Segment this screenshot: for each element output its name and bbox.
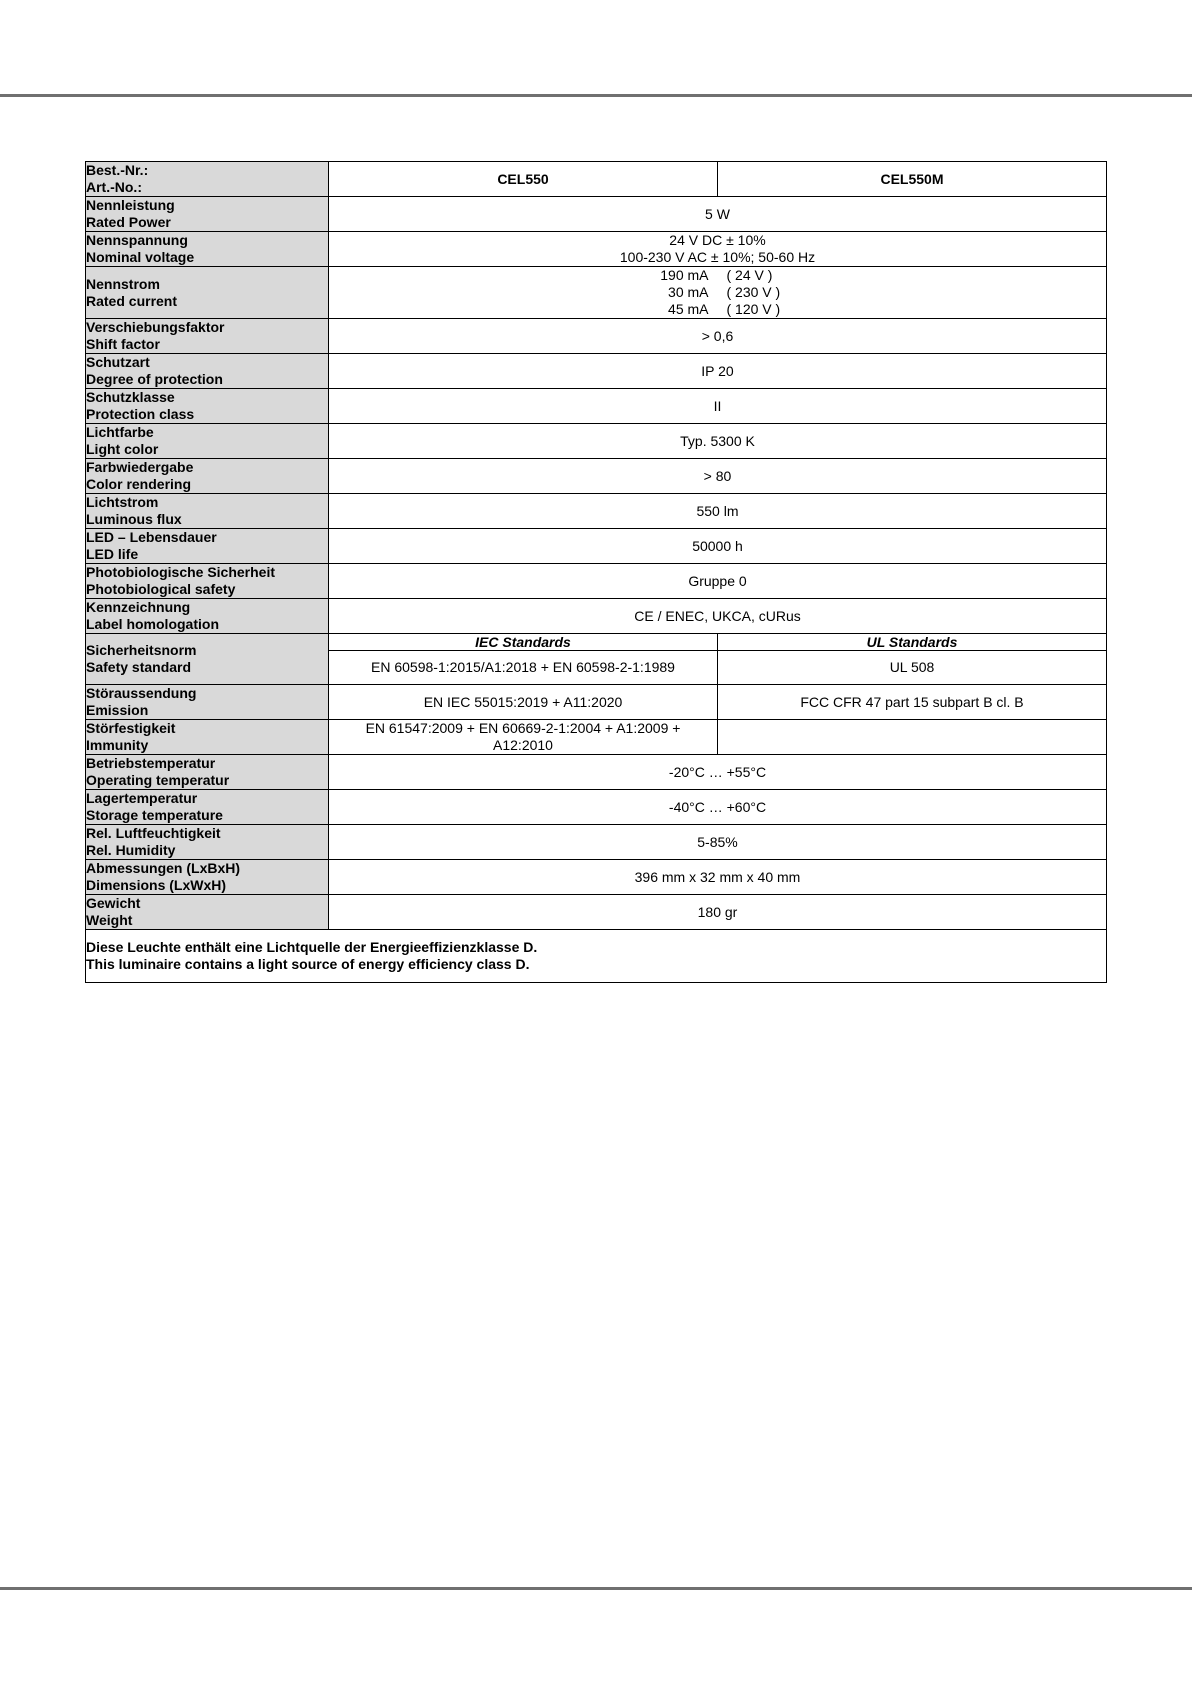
label-de: Nennspannung bbox=[86, 232, 188, 248]
label-en: Weight bbox=[86, 912, 133, 928]
row-label bbox=[86, 895, 329, 930]
row-label bbox=[86, 825, 329, 860]
current-line bbox=[329, 267, 1106, 284]
row-label bbox=[86, 634, 329, 685]
row-label bbox=[86, 459, 329, 494]
label-de: Störfestigkeit bbox=[86, 720, 176, 736]
label-en: Color rendering bbox=[86, 476, 192, 492]
table-row-op-temp bbox=[86, 755, 1107, 790]
table-row-immunity bbox=[86, 720, 1107, 755]
table-row-power bbox=[86, 197, 1107, 232]
current-ma: 45 mA bbox=[668, 301, 709, 317]
label-de: Betriebstemperatur bbox=[86, 755, 216, 771]
table-row-st-temp bbox=[86, 790, 1107, 825]
row-label bbox=[86, 354, 329, 389]
label-de: Verschiebungsfaktor bbox=[86, 319, 225, 335]
shift-value: > 0,6 bbox=[329, 319, 1107, 354]
emission-ul-value: FCC CFR 47 part 15 subpart B cl. B bbox=[718, 685, 1107, 720]
row-label bbox=[86, 599, 329, 634]
row-label bbox=[86, 529, 329, 564]
current-line bbox=[329, 301, 1106, 318]
color-value: Typ. 5300 K bbox=[329, 424, 1107, 459]
label-en: Degree of protection bbox=[86, 371, 223, 387]
label-en: LED life bbox=[86, 546, 139, 562]
flux-value: 550 lm bbox=[329, 494, 1107, 529]
table-row-label bbox=[86, 599, 1107, 634]
immunity-iec-value bbox=[329, 720, 718, 755]
table-row-voltage bbox=[86, 232, 1107, 267]
label-de: Nennstrom bbox=[86, 275, 160, 292]
emission-iec-value: EN IEC 55015:2019 + A11:2020 bbox=[329, 685, 718, 720]
table-row-rendering bbox=[86, 459, 1107, 494]
class-value: II bbox=[329, 389, 1107, 424]
label-de: Schutzart bbox=[86, 354, 150, 370]
current-ma: 190 mA bbox=[660, 267, 709, 283]
label-en: Shift factor bbox=[86, 336, 160, 352]
model-a-header: CEL550 bbox=[329, 162, 718, 197]
row-label bbox=[86, 232, 329, 267]
label-de: Lichtfarbe bbox=[86, 424, 154, 440]
row-label bbox=[86, 860, 329, 895]
current-voltage: ( 24 V ) bbox=[726, 267, 773, 283]
label-en: Storage temperature bbox=[86, 807, 223, 823]
label-de: Photobiologische Sicherheit bbox=[86, 564, 276, 580]
row-label bbox=[86, 267, 329, 319]
row-label bbox=[86, 494, 329, 529]
energy-note-en: This luminaire contains a light source of energy efficiency class D. bbox=[86, 956, 530, 972]
row-label bbox=[86, 790, 329, 825]
safety-ul-value: UL 508 bbox=[718, 651, 1107, 685]
label-en: Art.-No.: bbox=[86, 179, 142, 195]
label-en: Dimensions (LxWxH) bbox=[86, 877, 227, 893]
label-de: Gewicht bbox=[86, 895, 141, 911]
label-en: Rel. Humidity bbox=[86, 842, 176, 858]
voltage-dc: 24 V DC ± 10% bbox=[669, 232, 766, 248]
table-row-color bbox=[86, 424, 1107, 459]
table-row-dims bbox=[86, 860, 1107, 895]
table-row-flux bbox=[86, 494, 1107, 529]
label-de: Farbwiedergabe bbox=[86, 459, 194, 475]
label-value: CE / ENEC, UKCA, cURus bbox=[329, 599, 1107, 634]
current-voltage: ( 230 V ) bbox=[726, 284, 781, 300]
label-de: Lichtstrom bbox=[86, 494, 159, 510]
label-de: Nennleistung bbox=[86, 197, 175, 213]
humidity-value: 5-85% bbox=[329, 825, 1107, 860]
ul-standards-header: UL Standards bbox=[718, 634, 1107, 651]
footer-rule bbox=[0, 1587, 1192, 1590]
label-en: Photobiological safety bbox=[86, 581, 236, 597]
energy-note bbox=[86, 930, 1107, 983]
table-row-photobio bbox=[86, 564, 1107, 599]
label-de: LED – Lebensdauer bbox=[86, 529, 217, 545]
table-row-shift bbox=[86, 319, 1107, 354]
table-row-humidity bbox=[86, 825, 1107, 860]
header-rule bbox=[0, 94, 1192, 97]
row-label bbox=[86, 197, 329, 232]
table-row-safety-header bbox=[86, 634, 1107, 651]
row-label bbox=[86, 319, 329, 354]
row-label bbox=[86, 720, 329, 755]
rendering-value: > 80 bbox=[329, 459, 1107, 494]
label-en: Immunity bbox=[86, 737, 149, 753]
photobio-value: Gruppe 0 bbox=[329, 564, 1107, 599]
row-label bbox=[86, 424, 329, 459]
label-en: Operating temperatur bbox=[86, 772, 230, 788]
st-temp-value: -40°C … +60°C bbox=[329, 790, 1107, 825]
label-en: Safety standard bbox=[86, 659, 192, 675]
immunity-line: A12:2010 bbox=[493, 737, 553, 753]
label-de: Rel. Luftfeuchtigkeit bbox=[86, 825, 221, 841]
label-de: Lagertemperatur bbox=[86, 790, 198, 806]
label-de: Best.-Nr.: bbox=[86, 162, 149, 178]
spec-table bbox=[85, 161, 1107, 983]
table-row-current bbox=[86, 267, 1107, 319]
row-label bbox=[86, 685, 329, 720]
life-value: 50000 h bbox=[329, 529, 1107, 564]
table-row-class bbox=[86, 389, 1107, 424]
row-label bbox=[86, 755, 329, 790]
current-ma: 30 mA bbox=[668, 284, 709, 300]
voltage-ac: 100-230 V AC ± 10%; 50-60 Hz bbox=[619, 249, 816, 265]
label-de: Sicherheitsnorm bbox=[86, 642, 197, 658]
label-en: Label homologation bbox=[86, 616, 219, 632]
label-de: Schutzklasse bbox=[86, 389, 175, 405]
label-en: Nominal voltage bbox=[86, 249, 195, 265]
weight-value: 180 gr bbox=[329, 895, 1107, 930]
row-label bbox=[86, 389, 329, 424]
iec-standards-header: IEC Standards bbox=[329, 634, 718, 651]
table-row-article bbox=[86, 162, 1107, 197]
label-de: Störaussendung bbox=[86, 685, 197, 701]
table-row-protection bbox=[86, 354, 1107, 389]
label-en: Light color bbox=[86, 441, 159, 457]
label-en: Luminous flux bbox=[86, 511, 182, 527]
current-line bbox=[329, 284, 1106, 301]
op-temp-value: -20°C … +55°C bbox=[329, 755, 1107, 790]
label-de: Abmessungen (LxBxH) bbox=[86, 860, 241, 876]
label-en: Emission bbox=[86, 702, 149, 718]
protection-value: IP 20 bbox=[329, 354, 1107, 389]
table-row-note bbox=[86, 930, 1107, 983]
table-row-life bbox=[86, 529, 1107, 564]
immunity-line: EN 61547:2009 + EN 60669-2-1:2004 + A1:2009 + bbox=[365, 720, 681, 736]
current-voltage: ( 120 V ) bbox=[726, 301, 781, 317]
voltage-value bbox=[329, 232, 1107, 267]
label-en: Rated Power bbox=[86, 214, 171, 230]
row-label bbox=[86, 162, 329, 197]
table-row-emission bbox=[86, 685, 1107, 720]
model-b-header: CEL550M bbox=[718, 162, 1107, 197]
power-value: 5 W bbox=[329, 197, 1107, 232]
safety-iec-value: EN 60598-1:2015/A1:2018 + EN 60598-2-1:1989 bbox=[329, 651, 718, 685]
label-en: Protection class bbox=[86, 406, 195, 422]
label-en: Rated current bbox=[86, 292, 178, 309]
immunity-ul-value bbox=[718, 720, 1107, 755]
energy-note-de: Diese Leuchte enthält eine Lichtquelle der Energieeffizienzklasse D. bbox=[86, 939, 538, 955]
dims-value: 396 mm x 32 mm x 40 mm bbox=[329, 860, 1107, 895]
label-de: Kennzeichnung bbox=[86, 599, 191, 615]
row-label bbox=[86, 564, 329, 599]
table-row-weight bbox=[86, 895, 1107, 930]
current-value bbox=[329, 267, 1107, 319]
